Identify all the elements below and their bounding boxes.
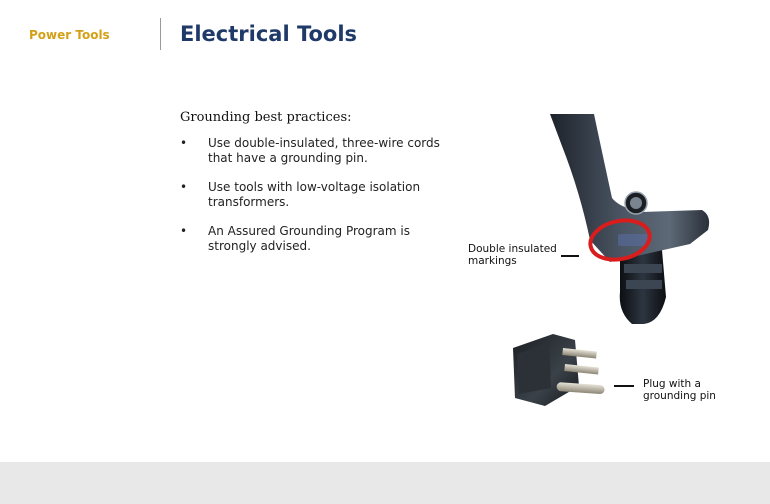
- bullet-list: [180, 136, 460, 268]
- plug-pointer: [614, 385, 634, 387]
- list-item: [180, 136, 460, 166]
- plug-photo: [505, 328, 615, 423]
- tool-handle-photo: [540, 112, 720, 327]
- section-heading: Grounding best practices:: [180, 110, 352, 125]
- section-label: Power Tools: [29, 28, 110, 42]
- list-item: [180, 180, 460, 210]
- page-title: Electrical Tools: [180, 22, 358, 46]
- bullet-text: Use tools with low-voltage isolation transformers.: [208, 180, 421, 209]
- plug-callout: Plug with a grounding pin: [643, 378, 716, 402]
- list-item: [180, 224, 460, 254]
- double-insulated-pointer: [561, 255, 579, 257]
- double-insulated-callout: Double insulated markings: [468, 243, 557, 267]
- footer-bar: [0, 462, 770, 504]
- bullet-icon: •: [180, 136, 188, 150]
- bullet-icon: •: [180, 224, 188, 238]
- bullet-icon: •: [180, 180, 188, 194]
- header-divider: [160, 18, 161, 50]
- bullet-text: An Assured Grounding Program is strongly advised.: [208, 224, 410, 253]
- bullet-text: Use double-insulated, three-wire cords that have a grounding pin.: [208, 136, 440, 165]
